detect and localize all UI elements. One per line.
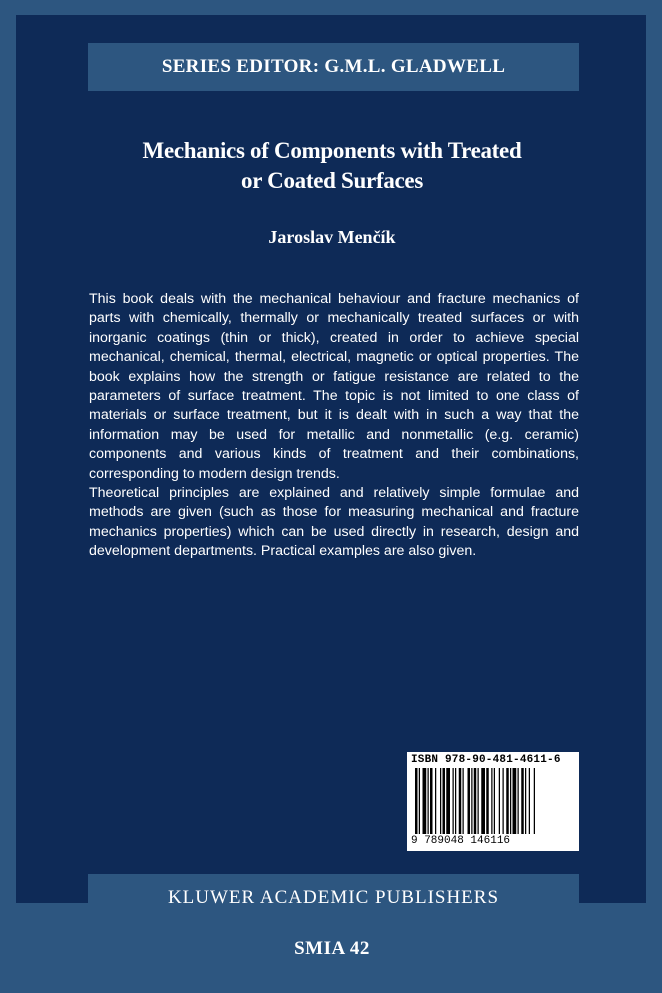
description	[89, 290, 579, 562]
publisher: KLUWER ACADEMIC PUBLISHERS	[167, 887, 500, 908]
series-code: SMIA 42	[294, 938, 370, 959]
description-paragraph-2: Theoretical principles are explained and relatively simple formulae and methods are given (such as those for measuring mechanical and fracture mechanics properties) which can be used directly in research, design and development departments. Practical examples are also given.	[89, 485, 579, 560]
isbn-label: ISBN 978-90-481-4611-6	[411, 754, 561, 766]
barcode	[415, 768, 571, 834]
series-editor-band	[88, 43, 579, 91]
isbn-barcode-box	[407, 752, 579, 851]
title-line-2: or Coated Surfaces	[241, 168, 423, 193]
series-editor: SERIES EDITOR: G.M.L. GLADWELL	[161, 56, 506, 77]
title-line-1: Mechanics of Components with Treated	[142, 138, 522, 163]
author-name: Jaroslav Menčík	[268, 227, 396, 247]
barcode-digits: 9 789048 146116	[411, 835, 511, 847]
book-title	[40, 136, 624, 196]
publisher-band	[88, 874, 579, 922]
description-paragraph-1: This book deals with the mechanical behaviour and fracture mechanics of parts with chemically, thermally or mechanically treated surfaces or with inorganic coatings (thin or thick), created in order to achieve special mechanical, chemical, thermal, electrical, magnetic or optical properties. The book explains how the strength or fatigue resistance are related to the parameters of surface treatment. The topic is not limited to one class of materials or surface treatment, but it is dealt with in such a way that the information may be used for metallic and nonmetallic (e.g. ceramic) components and various kinds of treatment and their combinations, corresponding to modern design trends.	[89, 291, 579, 482]
